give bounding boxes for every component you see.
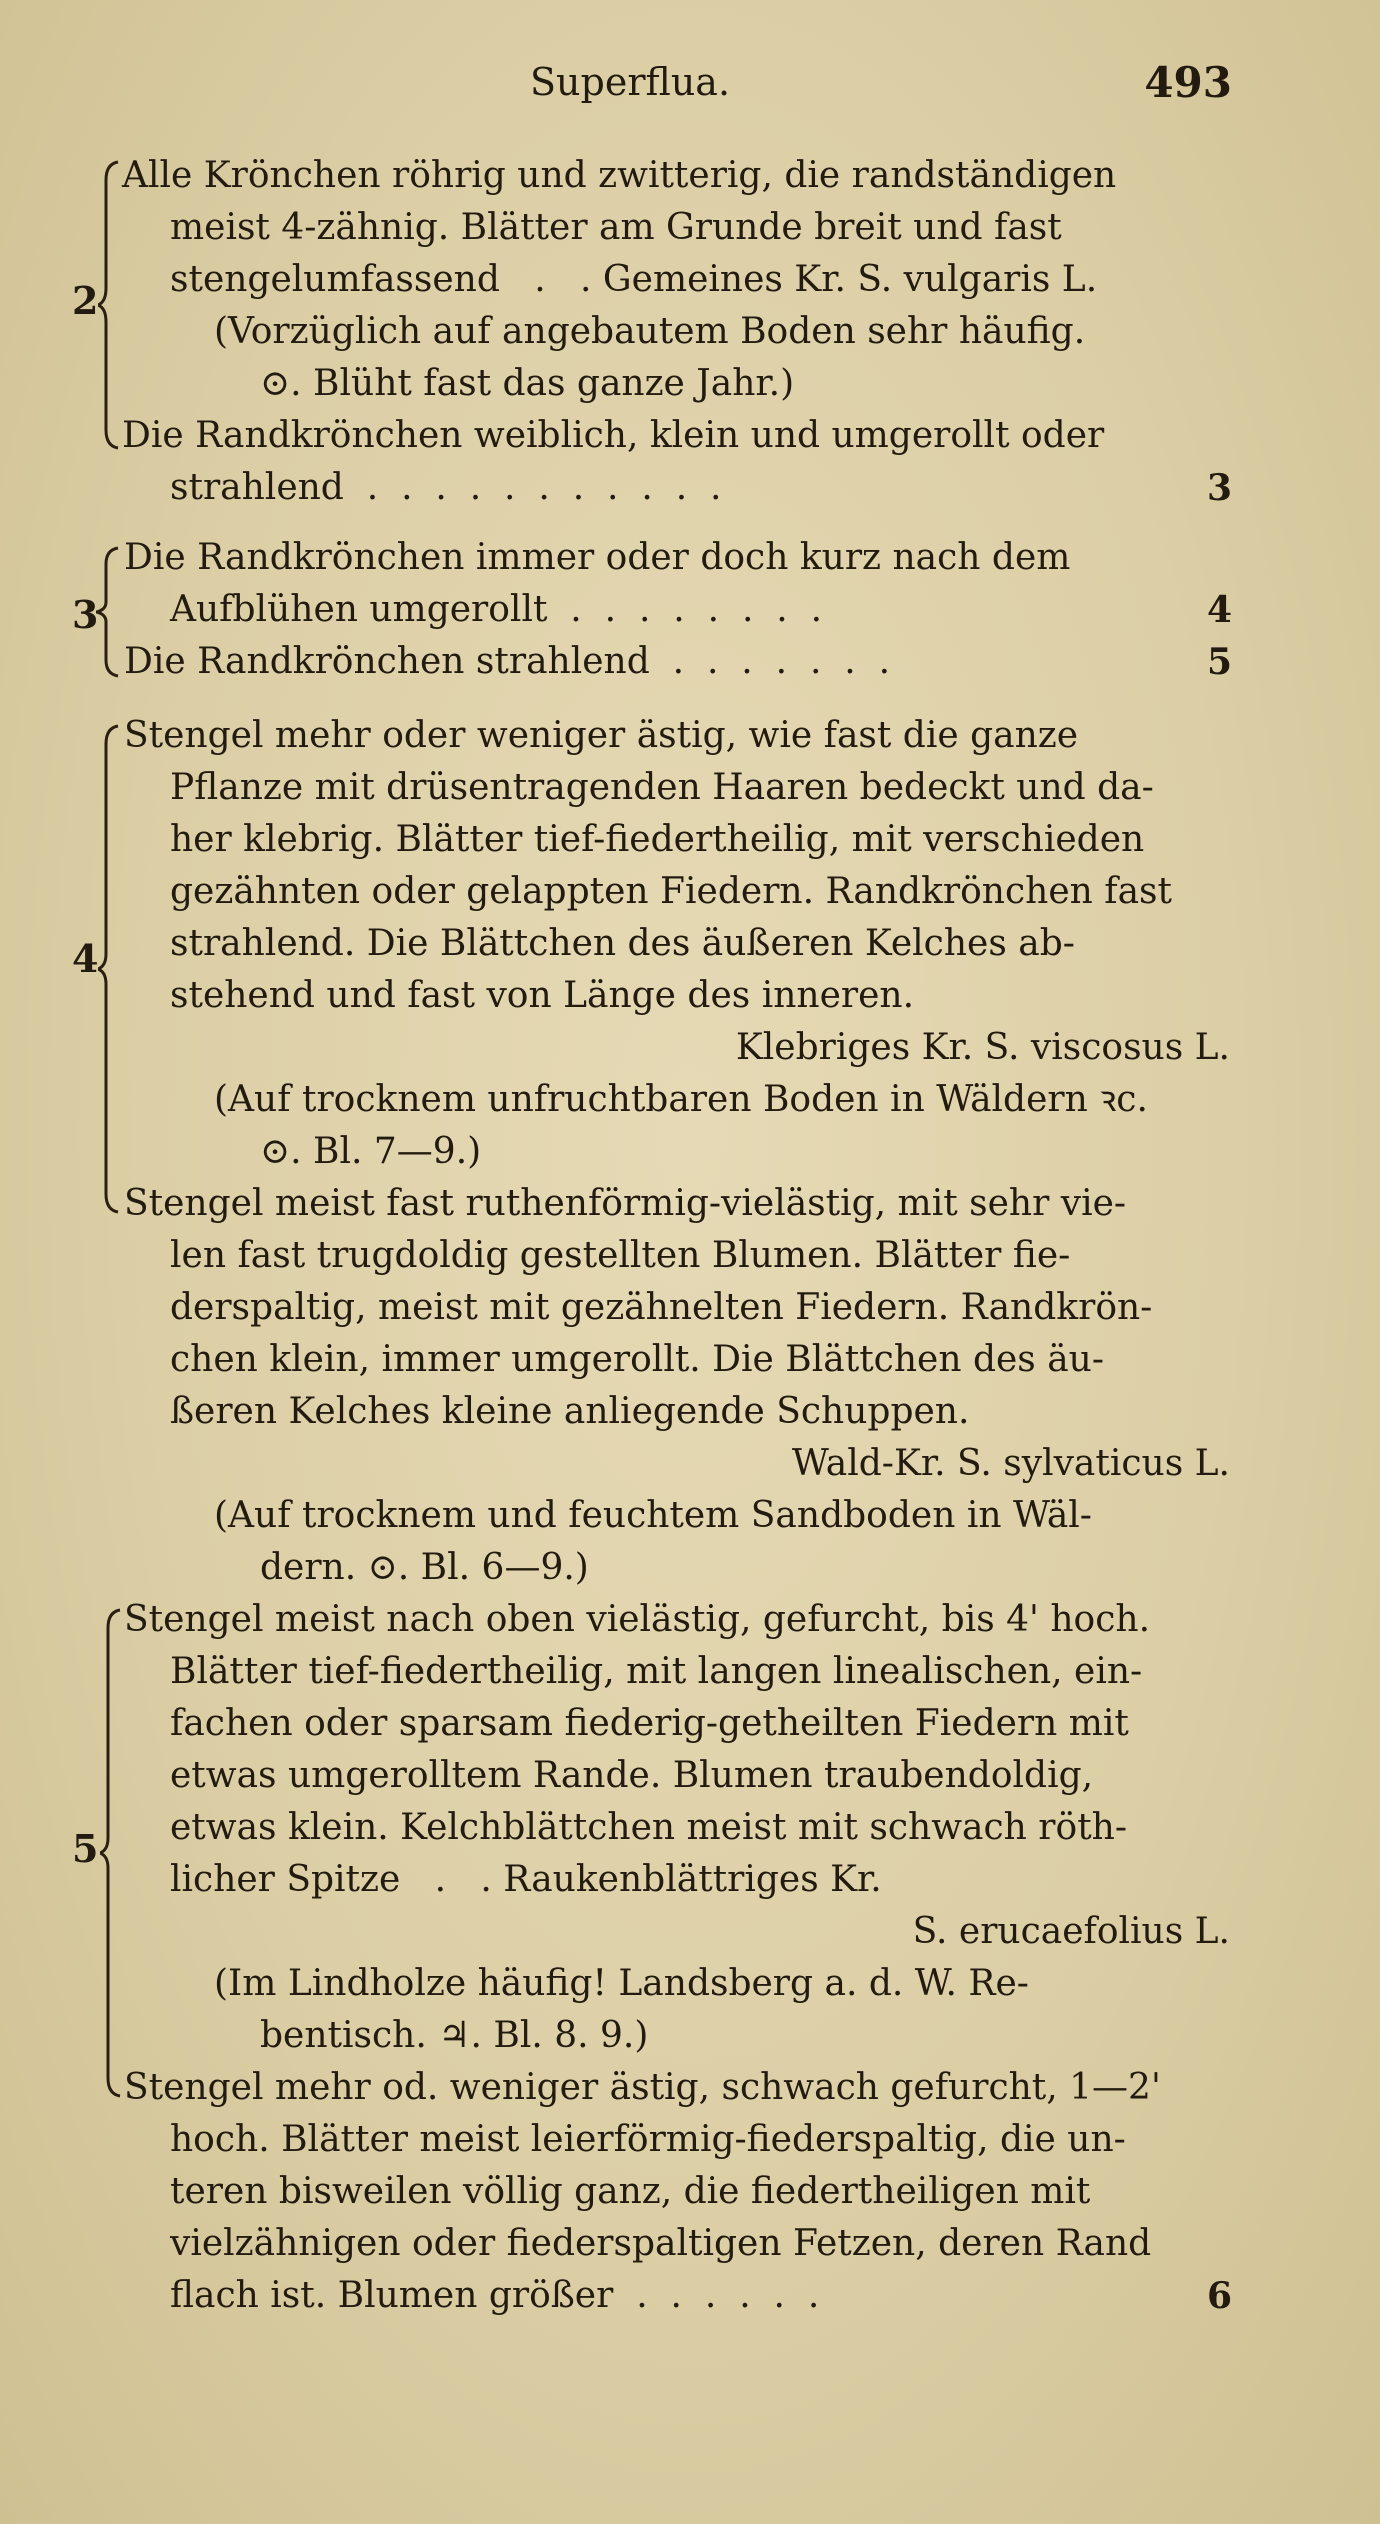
text-line: Pflanze mit drüsentragenden Haaren bedeckt und da- — [170, 767, 1154, 808]
page-number: 493 — [1144, 58, 1232, 107]
text-line: ßeren Kelches kleine anliegende Schuppen. — [170, 1391, 970, 1432]
text-line: chen klein, immer umgerollt. Die Blättchen des äu- — [170, 1339, 1105, 1380]
text-line: stehend und fast von Länge des inneren. — [170, 975, 915, 1016]
text-line: meist 4-zähnig. Blätter am Grunde breit und fast — [170, 207, 1062, 248]
text-line: (Vorzüglich auf angebautem Boden sehr häufig. — [214, 311, 1086, 352]
text-line: Stengel mehr od. weniger ästig, schwach gefurcht, 1—2' — [124, 2067, 1161, 2108]
text-line: vielzähnigen oder fiederspaltigen Fetzen, deren Rand — [170, 2223, 1152, 2264]
couplet-4 — [0, 710, 1380, 1588]
text-line: etwas klein. Kelchblättchen meist mit schwach röth- — [170, 1807, 1128, 1848]
species-name: Wald-Kr. S. sylvaticus L. — [791, 1443, 1230, 1484]
text-line: derspaltig, meist mit gezähnelten Fiedern. Randkrön- — [170, 1287, 1153, 1328]
text-line: strahlend. Die Blättchen des äußeren Kelches ab- — [170, 923, 1075, 964]
text-line: gezähnten oder gelappten Fiedern. Randkrönchen fast — [170, 871, 1172, 912]
running-title: Superflua. — [530, 60, 731, 104]
text-line: len fast trugdoldig gestellten Blumen. Blätter fie- — [170, 1235, 1071, 1276]
text-line: Alle Krönchen röhrig und zwitterig, die randständigen — [122, 155, 1117, 196]
brace-icon — [100, 1608, 124, 2098]
couplet-3 — [0, 532, 1380, 702]
brace-icon — [98, 160, 122, 450]
couplet-number: 5 — [72, 1826, 99, 1871]
text-line: Blätter tief-fiedertheilig, mit langen linealischen, ein- — [170, 1651, 1143, 1692]
couplet-5 — [0, 1594, 1380, 2317]
text-line: Stengel meist nach oben vielästig, gefurcht, bis 4' hoch. — [124, 1599, 1151, 1640]
couplet-number: 3 — [72, 592, 99, 637]
text-line: Stengel meist fast ruthenförmig-vielästig, mit sehr vie- — [124, 1183, 1127, 1224]
text-line: ⊙. Blüht fast das ganze Jahr.) — [260, 363, 795, 404]
text-line: Die Randkrönchen strahlend . . . . . . . — [124, 641, 891, 682]
habitat-note: ⊙. Bl. 7—9.) — [260, 1131, 482, 1172]
habitat-note: (Auf trocknem und feuchtem Sandboden in Wäl- — [214, 1495, 1092, 1536]
text-line: stengelumfassend . . Gemeines Kr. S. vulgaris L. — [170, 259, 1098, 300]
text-line: etwas umgerolltem Rande. Blumen traubendoldig, — [170, 1755, 1094, 1796]
species-name: Klebriges Kr. S. viscosus L. — [735, 1027, 1230, 1068]
text-line: fachen oder sparsam fiederig-getheilten Fiedern mit — [170, 1703, 1129, 1744]
lead-number: 6 — [1206, 2275, 1232, 2317]
text-line: her klebrig. Blätter tief-fiedertheilig, mit verschieden — [170, 819, 1145, 860]
habitat-note: dern. ⊙. Bl. 6—9.) — [260, 1547, 589, 1588]
text-line: Die Randkrönchen immer oder doch kurz nach dem — [124, 537, 1071, 578]
text-line: flach ist. Blumen größer . . . . . . — [170, 2275, 820, 2316]
habitat-note: (Im Lindholze häufig! Landsberg a. d. W. Re- — [214, 1963, 1029, 2004]
text-line: hoch. Blätter meist leierförmig-fiederspaltig, die un- — [170, 2119, 1126, 2160]
brace-icon — [96, 546, 122, 678]
species-name: S. erucaefolius L. — [912, 1911, 1230, 1952]
page-header — [0, 60, 1380, 120]
lead-number: 5 — [1206, 641, 1232, 683]
habitat-note: bentisch. ♃. Bl. 8. 9.) — [260, 2015, 649, 2056]
text-line: strahlend . . . . . . . . . . . — [170, 467, 722, 508]
text-line: teren bisweilen völlig ganz, die fiedertheiligen mit — [170, 2171, 1091, 2212]
couplet-2 — [0, 150, 1380, 520]
text-line: licher Spitze . . Raukenblättriges Kr. — [170, 1859, 882, 1900]
couplet-number: 4 — [72, 936, 99, 981]
habitat-note: (Auf trocknem unfruchtbaren Boden in Wäldern ꝛc. — [214, 1079, 1148, 1120]
lead-number: 3 — [1206, 467, 1232, 509]
text-line: Aufblühen umgerollt . . . . . . . . — [170, 589, 823, 630]
couplet-number: 2 — [72, 278, 99, 323]
lead-number: 4 — [1206, 589, 1232, 631]
brace-icon — [98, 724, 122, 1214]
text-line: Stengel mehr oder weniger ästig, wie fast die ganze — [124, 715, 1079, 756]
text-line: Die Randkrönchen weiblich, klein und umgerollt oder — [122, 415, 1105, 456]
